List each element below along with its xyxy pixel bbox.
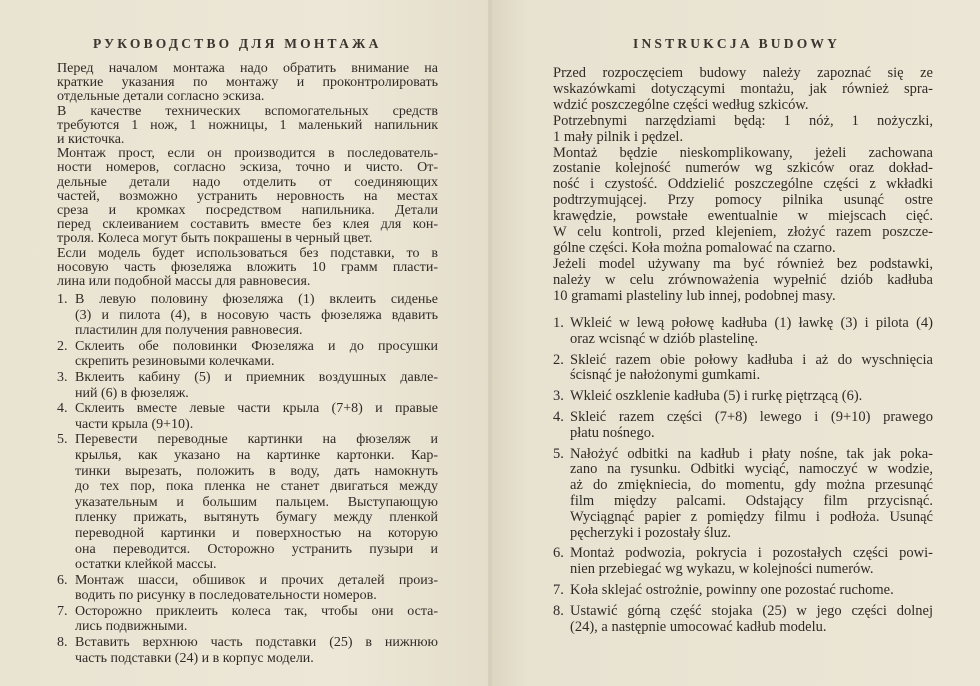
text-line: zano na rysunku. Odbitki wyciąć, namoczyć w wodzie, — [570, 461, 933, 478]
text-line: należy w celu zrównoważenia wypełnić dziób kadłuba — [553, 271, 933, 288]
step-text — [75, 604, 438, 635]
text-line: часть подставки (24) и в корпус модели. — [75, 650, 314, 666]
text-line: Skleić razem części (7+8) lewego i (9+10) prawego — [570, 408, 933, 425]
text-line: nien przebiegać wg wykazu, w kolejności numerów. — [570, 561, 874, 578]
list-item — [57, 432, 438, 572]
step-text — [75, 370, 438, 401]
text-line: пластилин для получения равновесия. — [75, 323, 303, 339]
step-number: 5. — [553, 445, 564, 462]
paragraph — [553, 114, 933, 146]
step-number: 4. — [553, 408, 564, 425]
step-text — [570, 353, 933, 385]
text-line: Перевести переводные картинки на фюзеляж и — [75, 432, 438, 448]
text-line: W celu kontroli, przed klejeniem, złożyć razem poszcze- — [553, 224, 933, 241]
step-number: 5. — [57, 432, 68, 448]
step-text — [570, 546, 933, 578]
text-line: wdzić poszczególne części według szkiców. — [553, 96, 809, 113]
text-line: отдельные детали согласно эскиза. — [57, 89, 265, 105]
text-line: лись подвижными. — [75, 619, 188, 635]
text-line: указательным и большим пальцем. Выступающую — [75, 494, 438, 510]
paragraph — [57, 62, 438, 105]
text-line: płatu nośnego. — [570, 424, 655, 441]
text-line: Wkleić oszklenie kadłuba (5) i rurkę piętrzącą (6). — [570, 388, 863, 405]
text-line: троля. Колеса могут быть покрашены в черный цвет. — [57, 231, 373, 247]
paragraph — [553, 146, 933, 257]
text-line: В качестве технических вспомогательных средств — [57, 103, 438, 119]
text-line: водить по рисунку в последовательности номеров. — [75, 588, 377, 604]
text-line: Монтаж шасси, обшивок и прочих деталей произ- — [75, 572, 438, 588]
text-line: Skleić razem obie połowy kadłuba i aż do wyschnięcia — [570, 351, 933, 368]
step-number: 3. — [57, 369, 68, 385]
text-line: aż do zmiękniecia, do momentu, gdy można przesunąć — [570, 477, 933, 494]
text-line: носовую часть фюзеляжа вложить 10 грамм пласти- — [57, 259, 438, 275]
text-line: остатки клейкой массы. — [75, 557, 217, 573]
list-item — [553, 316, 933, 348]
text-line: Склеить вместе левые части крыла (7+8) и правые — [75, 401, 438, 417]
text-line: gólne części. Koła można pomalować na czarno. — [553, 239, 836, 256]
step-number: 2. — [57, 338, 68, 354]
text-line: тинки вырезать, положить в воду, дать намокнуть — [75, 463, 438, 479]
text-line: лина или подобной массы для равновесия. — [57, 274, 311, 290]
list-item — [57, 573, 438, 604]
page-fold — [488, 0, 492, 686]
russian-title: РУКОВОДСТВО ДЛЯ МОНТАЖА — [93, 36, 382, 51]
text-line: Вставить верхнюю часть подставки (25) в нижнюю — [75, 635, 438, 651]
step-number: 6. — [57, 572, 68, 588]
list-item — [553, 583, 933, 599]
list-item — [553, 604, 933, 636]
text-line: Осторожно приклеить колеса так, чтобы они оста- — [75, 603, 438, 619]
step-number: 7. — [57, 603, 68, 619]
text-line: Jeżeli model używany ma być również bez podstawki, — [553, 255, 933, 272]
step-number: 7. — [553, 581, 564, 598]
list-item — [57, 370, 438, 401]
polish-steps-list — [553, 316, 933, 640]
step-number: 8. — [553, 602, 564, 619]
step-number: 8. — [57, 635, 68, 651]
step-text — [75, 432, 438, 572]
list-item — [57, 635, 438, 666]
step-text — [75, 635, 438, 666]
text-line: Wyciągnąć papier z pomiędzy filmu i podłoża. Usunąć — [570, 508, 933, 525]
list-item — [57, 401, 438, 432]
text-line: Перед началом монтажа надо обратить внимание на — [57, 61, 438, 76]
text-line: дельные детали надо отделить от соединяющих — [57, 174, 438, 190]
paragraph — [57, 247, 438, 290]
step-text — [570, 604, 933, 636]
text-line: (3) и пилота (4), в носовую часть фюзеляжа вдавить — [75, 307, 438, 323]
text-line: Если модель будет использоваться без подставки, то в — [57, 245, 438, 261]
list-item — [553, 546, 933, 578]
list-item — [553, 353, 933, 385]
list-item — [553, 447, 933, 542]
text-line: она переводится. Осторожно устранить пузыри и — [75, 541, 438, 557]
russian-intro — [57, 62, 438, 289]
russian-steps-list — [57, 292, 438, 666]
list-item — [553, 410, 933, 442]
text-line: до тех пор, пока пленка не станет двигаться между — [75, 479, 438, 495]
step-text — [570, 447, 933, 542]
text-line: 10 gramami plasteliny lub innej, podobnej masy. — [553, 287, 836, 304]
step-text — [570, 410, 933, 442]
text-line: ний (6) в фюзеляж. — [75, 385, 189, 401]
text-line: В левую половину фюзеляжа (1) вклеить сиденье — [75, 292, 438, 307]
text-line: 1 mały pilnik i pędzel. — [553, 128, 684, 145]
text-line: и кисточка. — [57, 132, 125, 148]
text-line: пленку прижать, вытянуть бумагу между пленкой — [75, 510, 438, 526]
list-item — [57, 604, 438, 635]
step-number: 3. — [553, 388, 564, 405]
step-number: 1. — [57, 292, 68, 307]
text-line: zostanie kolejność numerów wg szkiców oraz dokład- — [553, 160, 933, 177]
text-line: частей, возможно устранить неровность на местах — [57, 188, 438, 204]
text-line: Nałożyć odbitki na kadłub i płaty nośne, tak jak poka- — [570, 445, 933, 462]
step-number: 2. — [553, 351, 564, 368]
text-line: крылья, как указано на картинке картонки. Кар- — [75, 447, 438, 463]
text-line: Potrzebnymi narzędziami będą: 1 nóż, 1 nożyczki, — [553, 112, 933, 129]
text-line: Koła sklejać ostrożnie, powinny one pozostać ruchome. — [570, 581, 894, 598]
step-text — [75, 339, 438, 370]
polish-title: INSTRUKCJA BUDOWY — [633, 36, 841, 51]
step-text — [570, 316, 933, 348]
text-line: podtrzymującej. Przy pomocy pilnika usunąć ostre — [553, 192, 933, 209]
step-text — [75, 292, 438, 339]
text-line: Montaż podwozia, pokrycia i pozostałych części powi- — [570, 545, 933, 562]
text-line: среза и кромках посредством напильника. Детали — [57, 203, 438, 219]
step-number: 6. — [553, 545, 564, 562]
list-item — [57, 339, 438, 370]
text-line: Ustawić górną część stojaka (25) w jego części dolnej — [570, 602, 933, 619]
text-line: Склеить обе половинки Фюзеляжа и до просушки — [75, 338, 438, 354]
text-line: требуются 1 нож, 1 ножницы, 1 маленький напильник — [57, 117, 438, 133]
text-line: Przed rozpoczęciem budowy należy zapoznać się ze — [553, 65, 933, 81]
step-text — [570, 389, 933, 405]
step-number: 4. — [57, 401, 68, 417]
text-line: скрепить резиновыми колечками. — [75, 354, 275, 370]
text-line: Montaż będzie nieskomplikowany, jeżeli zachowana — [553, 144, 933, 161]
paragraph — [553, 257, 933, 305]
polish-intro — [553, 66, 933, 305]
text-line: Монтаж прост, если он производится в последователь- — [57, 146, 438, 162]
step-text — [75, 573, 438, 604]
text-line: ścisnąć je nałożonymi gumkami. — [570, 367, 761, 384]
step-text — [75, 401, 438, 432]
text-line: krawędzie, powstałe ewentualnie w miejscach cięć. — [553, 208, 933, 225]
text-line: ność i czystość. Oddzielić poszczególne części z wkładki — [553, 176, 933, 193]
text-line: перед склеиванием составить вместе без клея для кон- — [57, 217, 438, 233]
paragraph — [553, 66, 933, 114]
text-line: ности номеров, согласно эскиза, точно и чисто. От- — [57, 160, 438, 176]
text-line: film między palcami. Odstający film przycisnąć. — [570, 492, 933, 509]
text-line: части крыла (9+10). — [75, 416, 194, 432]
list-item — [57, 292, 438, 339]
text-line: краткие указания по монтажу и проконтролировать — [57, 75, 438, 91]
text-line: Вклеить кабину (5) и приемник воздушных давле- — [75, 369, 438, 385]
paragraph — [57, 147, 438, 246]
list-item — [553, 389, 933, 405]
step-number: 1. — [553, 315, 564, 331]
step-text — [570, 583, 933, 599]
text-line: (24), a następnie umocować kadłub modelu. — [570, 618, 827, 635]
text-line: pęcherzyki i pozostały śluz. — [570, 524, 732, 541]
paragraph — [57, 105, 438, 148]
text-line: переводной картинки и поверхностью на которую — [75, 525, 438, 541]
text-line: oraz wcisnąć w dziób plastelinę. — [570, 330, 759, 347]
text-line: wskazówkami dotyczącymi montażu, jak również spra- — [553, 80, 933, 97]
text-line: Wkleić w lewą połowę kadłuba (1) ławkę (3) i pilota (4) — [570, 315, 933, 331]
